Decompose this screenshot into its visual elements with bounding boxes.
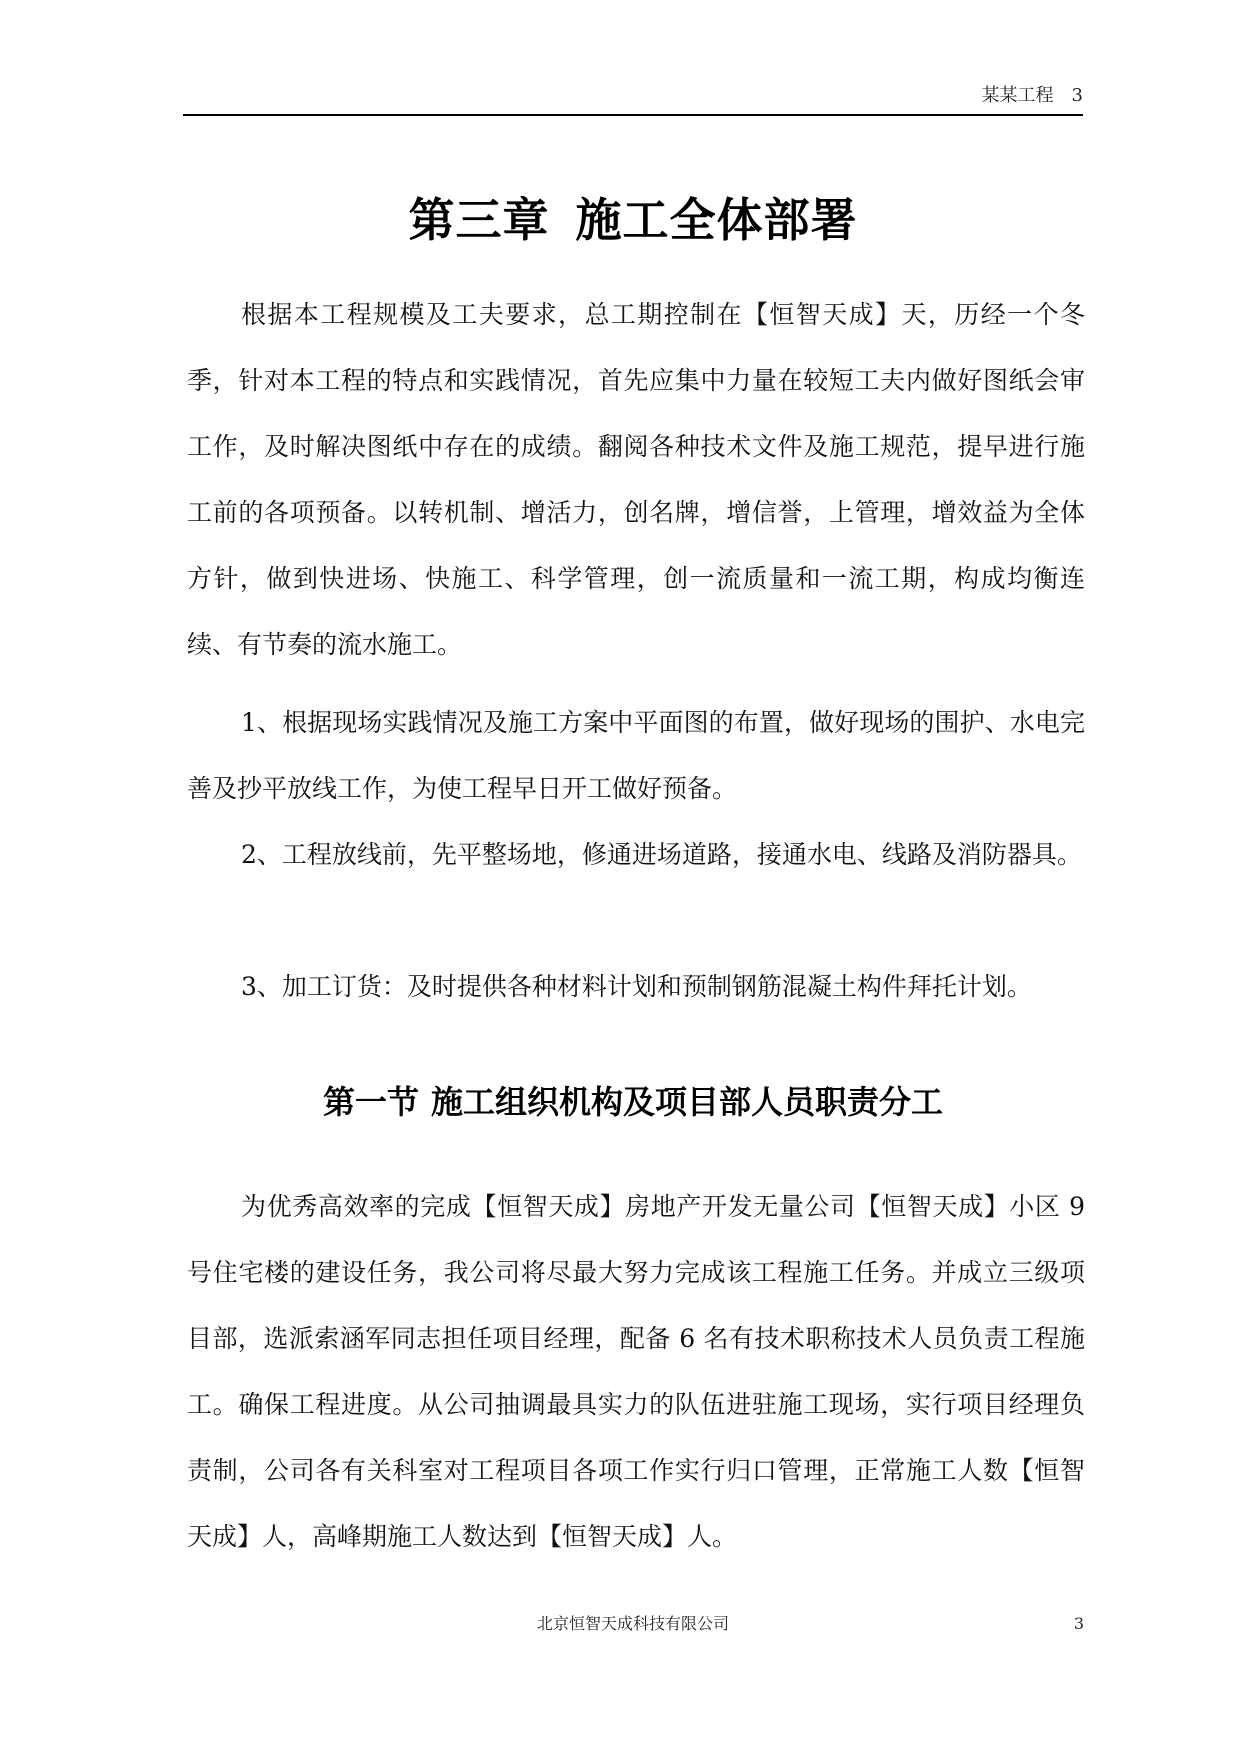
footer-page-number: 3 (1073, 1614, 1084, 1633)
section-title (183, 1080, 1083, 1124)
chapter-number: 第三章 (408, 193, 550, 247)
list-item-3: 3、加工订货：及时提供各种材料计划和预制钢筋混凝土构件拜托计划。 (241, 972, 1032, 1001)
header-info (982, 86, 1083, 106)
footer-company: 北京恒智天成科技有限公司 (536, 1614, 729, 1633)
list-item-1: 1、根据现场实践情况及施工方案中平面图的布置，做好现场的围护、水电完善及抄平放线工作，为使工程早日开工做好预备。 (187, 708, 1085, 803)
section-paragraph: 为优秀高效率的完成【恒智天成】房地产开发无量公司【恒智天成】小区 9 号住宅楼的建设任务，我公司将尽最大努力完成该工程施工任务。并成立三级项目部，选派索涵军同志担任项目经理，配备 6 名有技术职称技术人员负责工程施工。确保工程进度。从公司抽调最具实力的队伍进驻施工现场，实行项目经理负责制，公司各有关科室对工程项目各项工作实行归口管理，正常施工人数【恒智天成】人，高峰期施工人数达到【恒智天成】人。 (187, 1192, 1085, 1551)
page-header (183, 86, 1083, 116)
header-doc-name: 某某工程 (981, 85, 1054, 106)
section-title-text: 施工组织机构及项目部人员职责分工 (431, 1083, 944, 1121)
intro-paragraph: 根据本工程规模及工夫要求，总工期控制在【恒智天成】天，历经一个冬季，针对本工程的特点和实践情况，首先应集中力量在较短工夫内做好图纸会审工作，及时解决图纸中存在的成绩。翻阅各种技术文件及施工规范，提早进行施工前的各项预备。以转机制、增活力，创名牌，增信誉，上管理，增效益为全体方针，做到快进场、快施工、科学管理，创一流质量和一流工期，构成均衡连续、有节奏的流水施工。 (187, 300, 1085, 659)
chapter-title-text: 施工全体部署 (575, 193, 858, 247)
section-number: 第一节 (322, 1083, 419, 1121)
list-item-2: 2、工程放线前，先平整场地，修通进场道路，接通水电、线路及消防器具。 (241, 840, 1082, 869)
header-page-number: 3 (1071, 85, 1083, 106)
chapter-title (183, 192, 1083, 248)
